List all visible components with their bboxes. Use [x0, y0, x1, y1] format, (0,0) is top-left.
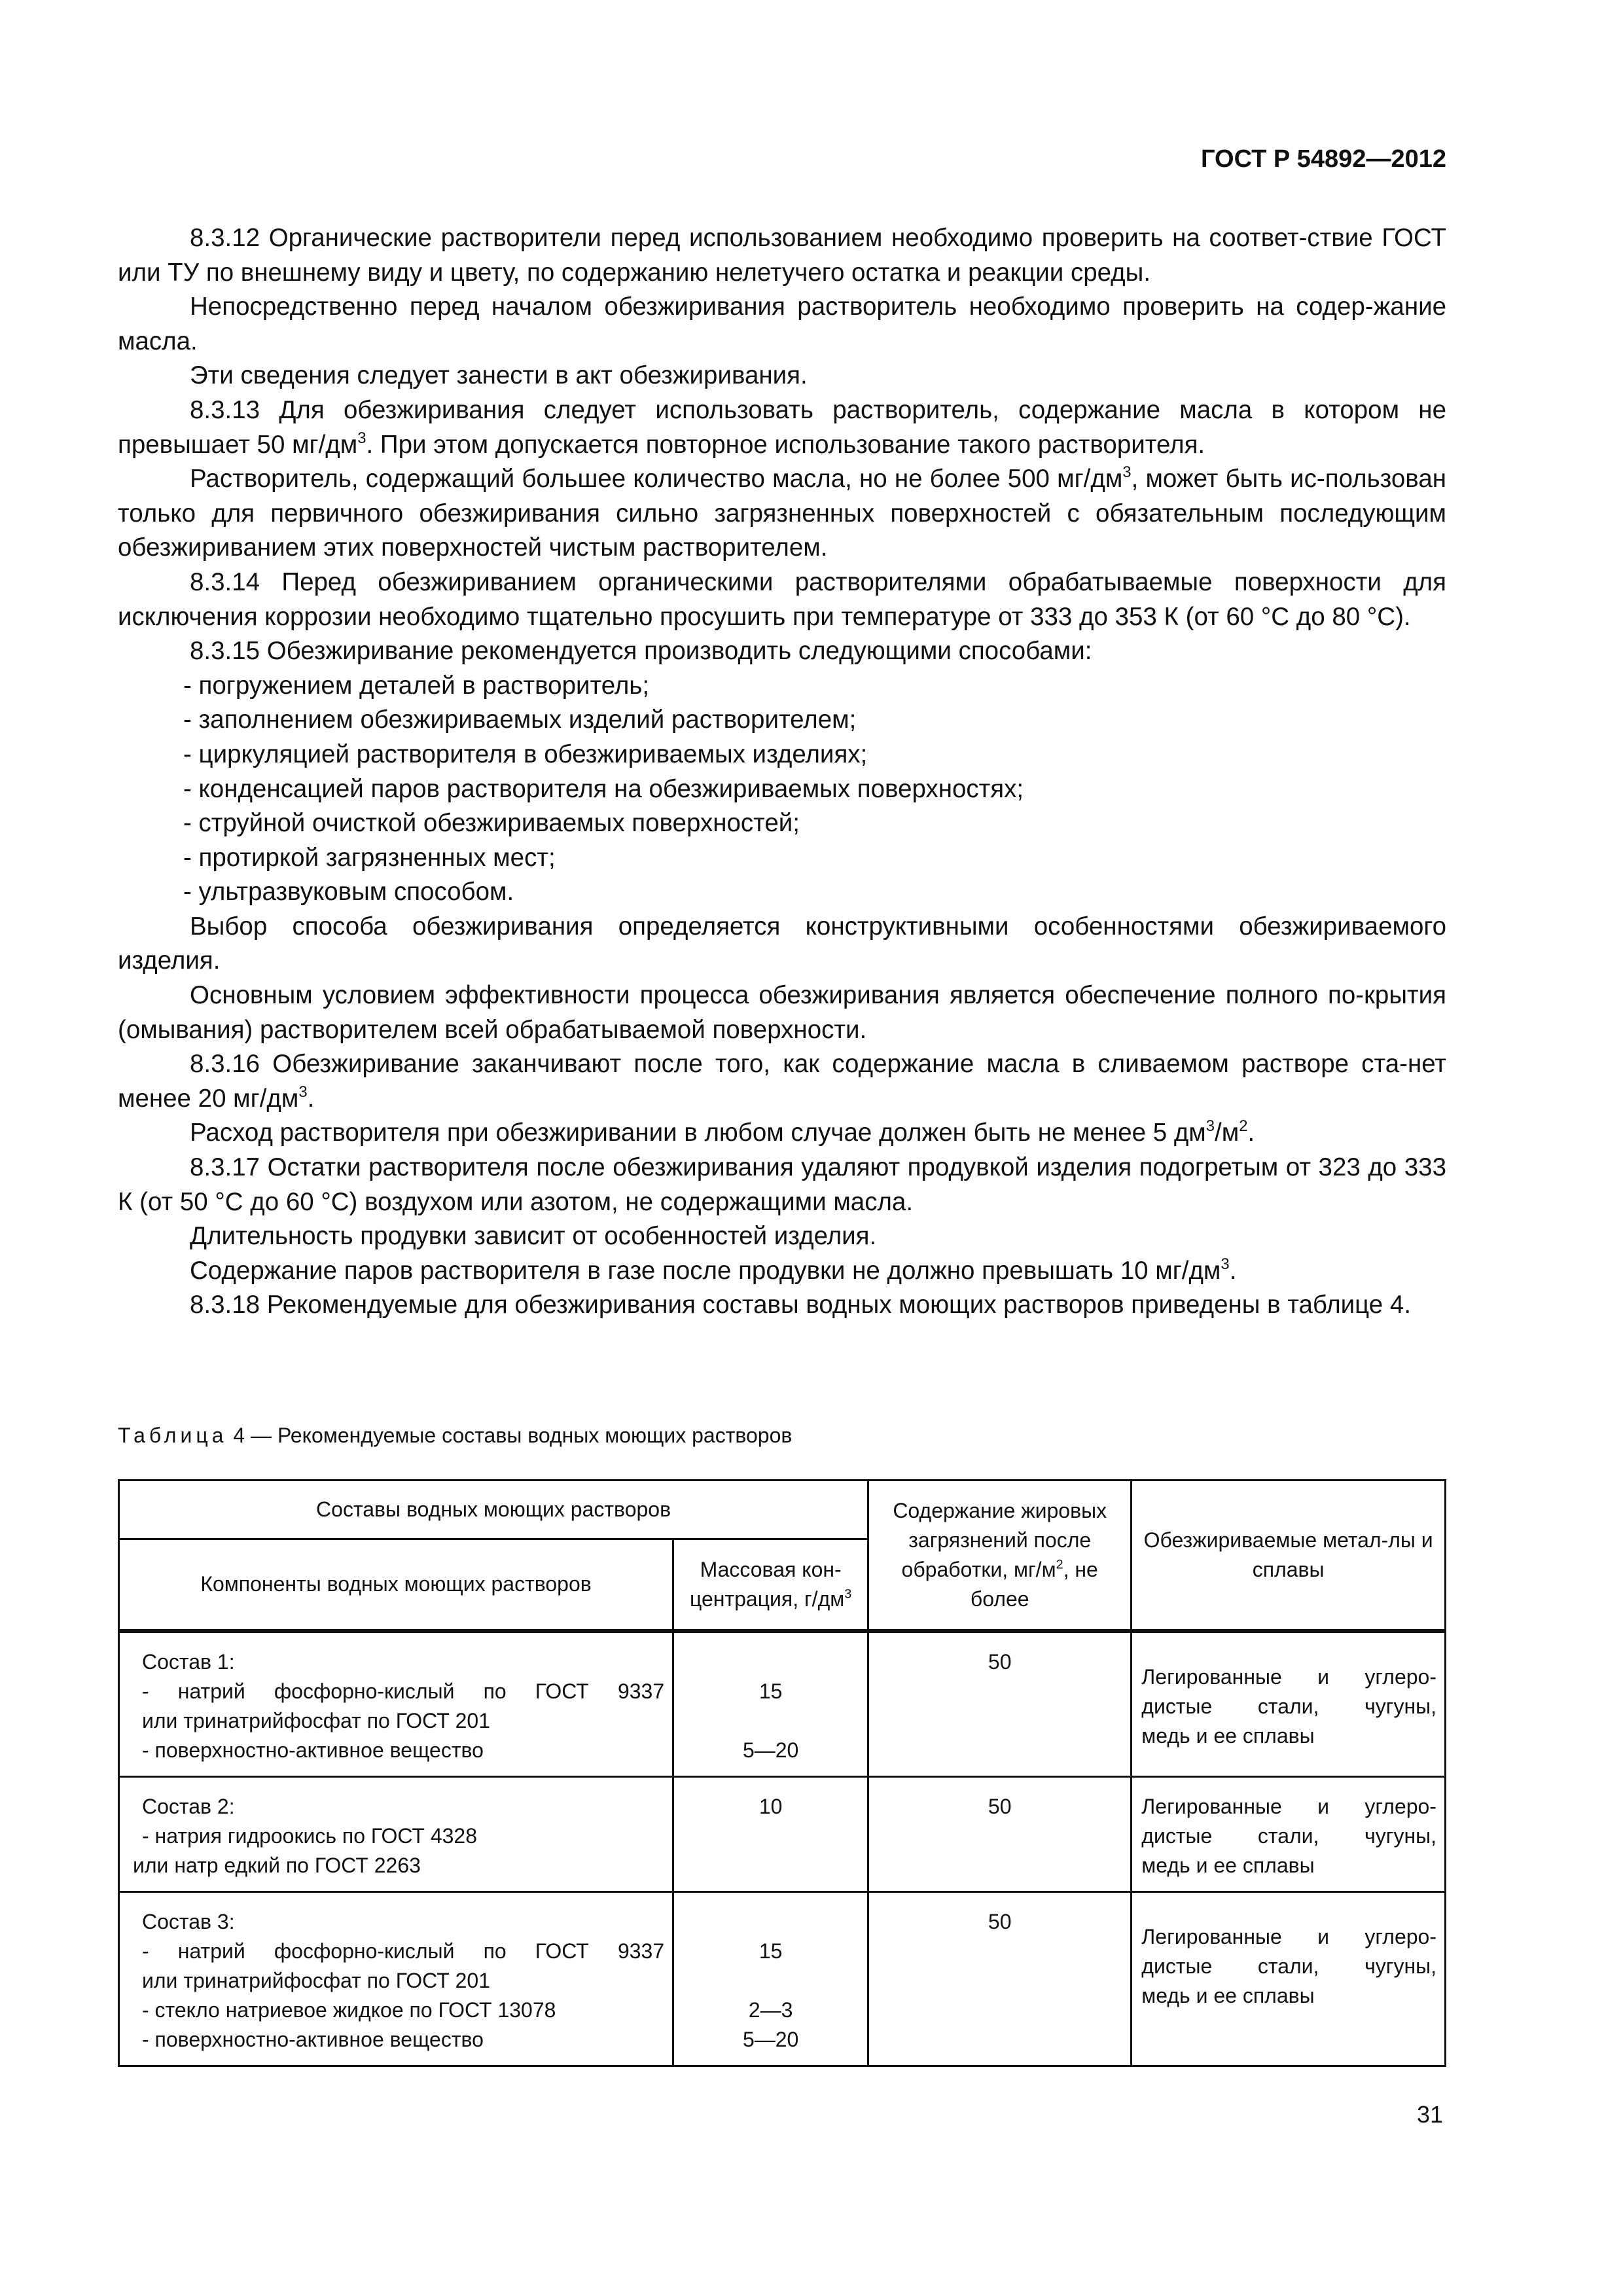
- list-item: - заполнением обезжириваемых изделий растворителем;: [183, 706, 857, 734]
- body-text: [118, 221, 1446, 1323]
- contamination-cell: 50: [868, 1776, 1132, 1892]
- paragraph: 8.3.13 Для обезжиривания следует использовать растворитель, содержание масла в котором не превышает 50 $мг/дм^3$. При этом допускается повторное использование такого растворителя.: [118, 395, 1446, 459]
- concentration-cell: 10: [673, 1776, 868, 1892]
- table-caption: Таблица 4 — Рекомендуемые составы водных моющих растворов: [118, 1424, 793, 1447]
- contamination-cell: 50: [868, 1892, 1132, 2066]
- paragraph: 8.3.12 Органические растворители перед использованием необходимо проверить на соответ-ствие ГОСТ или ТУ по внешнему виду и цвету, по содержанию нелетучего остатка и реакции среды.: [118, 224, 1446, 287]
- list-item: - протиркой загрязненных мест;: [183, 843, 556, 872]
- paragraph: Длительность продувки зависит от особенностей изделия.: [190, 1222, 877, 1251]
- paragraph: 8.3.16 Обезжиривание заканчивают после того, как содержание масла в сливаемом растворе ста-нет менее 20 $мг/дм^3$.: [118, 1050, 1446, 1113]
- header-contamination: Содержание жировых загрязнений после обработки, $мг/м^2$, не более: [868, 1480, 1132, 1631]
- compositions-table: [118, 1479, 1446, 2067]
- metals-cell: Легированные и углеро- дистые стали, чугуны, медь и ее сплавы: [1132, 1892, 1446, 2066]
- paragraph: Основным условием эффективности процесса обезжиривания является обеспечение полного по-крытия (омывания) растворителем всей обрабатываемой поверхности.: [118, 981, 1446, 1044]
- table-row: [119, 1776, 1446, 1892]
- header-metals: Обезжириваемые метал-лы и сплавы: [1132, 1480, 1446, 1631]
- metals-cell: Легированные и углеро- дистые стали, чугуны, медь и ее сплавы: [1132, 1776, 1446, 1892]
- paragraph: Выбор способа обезжиривания определяется конструктивными особенностями обезжириваемого изделия.: [118, 912, 1446, 975]
- components-cell: Состав 3: - натрий фосфорно-кислый по ГОСТ 9337 или тринатрийфосфат по ГОСТ 201 - стекло натриевое жидкое по ГОСТ 13078 - поверхностно-активное вещество: [119, 1892, 673, 2066]
- list-item: - конденсацией паров растворителя на обезжириваемых поверхностях;: [183, 774, 1024, 803]
- contamination-cell: 50: [868, 1631, 1132, 1777]
- paragraph: 8.3.17 Остатки растворителя после обезжиривания удаляют продувкой изделия подогретым от 323 до 333 К (от 50 °С до 60 °С) воздухом или азотом, не содержащими масла.: [118, 1153, 1446, 1216]
- table-row: [119, 1631, 1446, 1777]
- components-cell: Состав 1: - натрий фосфорно-кислый по ГОСТ 9337 или тринатрийфосфат по ГОСТ 201 - поверхностно-активное вещество: [119, 1631, 673, 1777]
- header-components: Компоненты водных моющих растворов: [119, 1539, 673, 1631]
- paragraph: 8.3.14 Перед обезжириванием органическими растворителями обрабатываемые поверхности для исключения коррозии необходимо тщательно просушить при температуре от 333 до 353 К (от 60 °С до 80 °С).: [118, 567, 1446, 631]
- page-number: 31: [1416, 2101, 1443, 2128]
- paragraph: Расход растворителя при обезжиривании в любом случае должен быть не менее 5 $дм^3/м^2$.: [190, 1117, 1255, 1147]
- document-code: ГОСТ Р 54892—2012: [1201, 145, 1446, 173]
- concentration-cell: 15 2—3 5—20: [673, 1892, 868, 2066]
- table-row: [119, 1892, 1446, 2066]
- components-cell: Состав 2: - натрия гидроокись по ГОСТ 4328 или натр едкий по ГОСТ 2263: [119, 1776, 673, 1892]
- paragraph: 8.3.15 Обезжиривание рекомендуется производить следующими способами:: [190, 637, 1092, 666]
- list-item: - струйной очисткой обезжириваемых поверхностей;: [183, 809, 800, 838]
- list-item: - ультразвуковым способом.: [183, 878, 514, 906]
- concentration-cell: 15 5—20: [673, 1631, 868, 1777]
- paragraph: Непосредственно перед началом обезжиривания растворитель необходимо проверить на содер-жание масла.: [118, 293, 1446, 355]
- paragraph: Растворитель, содержащий большее количество масла, но не более 500 $мг/дм^3$, может быть ис-пользован только для первичного обезжиривания сильно загрязненных поверхностей с обязательным последующим обезжириванием этих поверхностей чистым растворителем.: [118, 463, 1447, 562]
- list-item: - циркуляцией растворителя в обезжириваемых изделиях;: [183, 740, 868, 768]
- header-group: Составы водных моющих растворов: [119, 1480, 868, 1539]
- paragraph: 8.3.18 Рекомендуемые для обезжиривания составы водных моющих растворов приведены в таблице 4.: [190, 1291, 1412, 1319]
- paragraph: Содержание паров растворителя в газе после продувки не должно превышать 10 $мг/дм^3$.: [190, 1255, 1237, 1285]
- metals-cell: Легированные и углеро- дистые стали, чугуны, медь и ее сплавы: [1132, 1631, 1446, 1777]
- header-concentration: Массовая кон-центрация, $г/дм^3$: [673, 1539, 868, 1631]
- list-item: - погружением деталей в растворитель;: [183, 671, 650, 700]
- paragraph: Эти сведения следует занести в акт обезжиривания.: [190, 361, 808, 390]
